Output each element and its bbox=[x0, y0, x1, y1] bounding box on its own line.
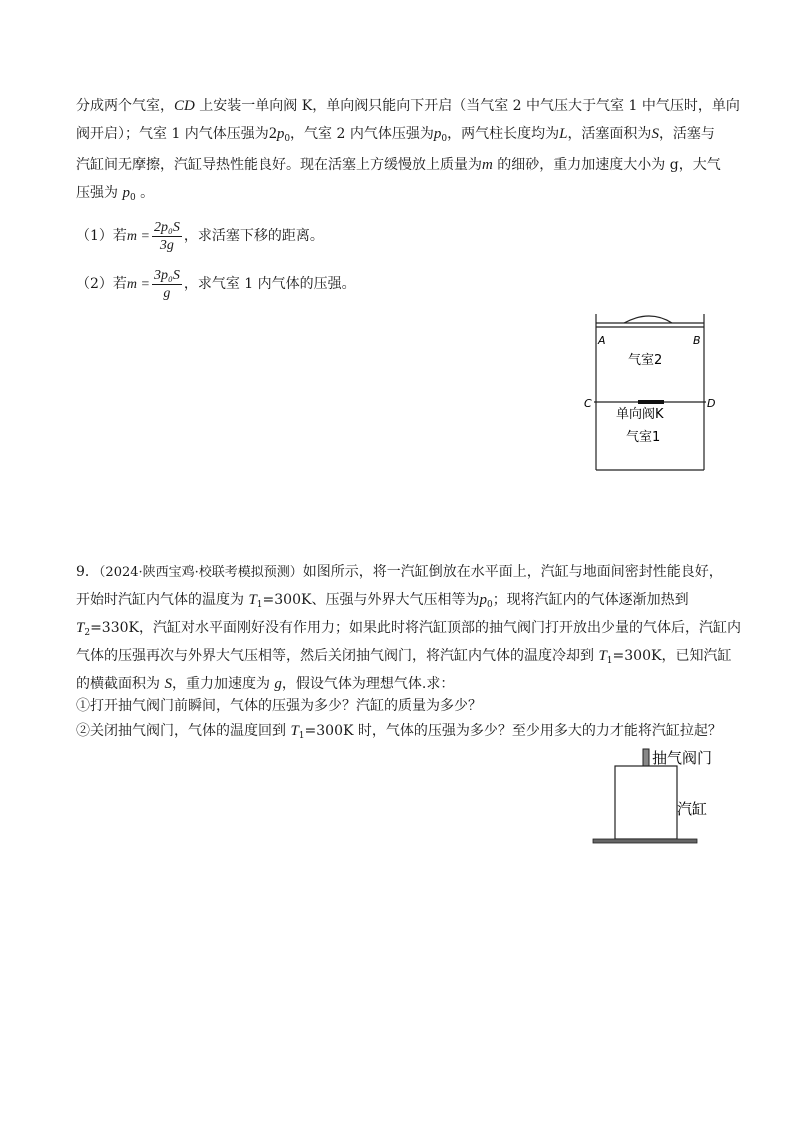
p8-text: ，两气柱长度均为 bbox=[447, 126, 560, 142]
t1-symbol: T bbox=[598, 648, 607, 664]
question-text: ，求气室 1 内气体的压强。 bbox=[183, 276, 356, 292]
sand-heap bbox=[624, 316, 672, 323]
p9-text: =300K，已知汽缸 bbox=[612, 648, 732, 664]
p8-text: 上安装一单向阀 K，单向阀只能向下开启（当气室 2 中气压大于气室 1 中气压时，单向 bbox=[194, 98, 740, 114]
p8-p0-subscript: 0 bbox=[284, 134, 291, 144]
t1-subscript: 1 bbox=[606, 656, 613, 666]
p9-text: ，假设气体为理想气体.求： bbox=[281, 676, 455, 692]
t1-subscript: 1 bbox=[256, 600, 263, 610]
fraction-numerator: 3p₀S bbox=[153, 267, 180, 283]
t2-subscript: 2 bbox=[84, 628, 91, 638]
p8-line-2 bbox=[76, 124, 715, 149]
p8-line-1 bbox=[76, 96, 740, 116]
p8-text: ，活塞与 bbox=[658, 126, 715, 142]
p8-L-symbol: L bbox=[559, 126, 568, 142]
cylinder-body bbox=[615, 766, 677, 839]
p9-text: =330K，汽缸对水平面刚好没有作用力；如果此时将汽缸顶部的抽气阀门打开放出少量的气体后，汽缸内 bbox=[90, 620, 741, 636]
g-symbol: g bbox=[274, 676, 282, 692]
p8-line-4 bbox=[76, 183, 154, 208]
p9-text: 的横截面积为 bbox=[76, 676, 165, 692]
p9-line-2 bbox=[76, 590, 689, 615]
m-equals: m = bbox=[126, 277, 150, 292]
fraction bbox=[152, 219, 182, 254]
p9-line-1 bbox=[76, 562, 723, 583]
question-prefix: （2）若 bbox=[76, 276, 127, 292]
p8-text: ，气室 2 内气体压强为 bbox=[290, 126, 434, 142]
p0-symbol: p bbox=[479, 592, 487, 608]
p9-text: ；现将汽缸内的气体逐渐加热到 bbox=[492, 592, 689, 608]
p8-text: 。 bbox=[135, 185, 155, 201]
p9-text: 开始时汽缸内气体的温度为 bbox=[76, 592, 249, 608]
t2-symbol: T bbox=[76, 620, 85, 636]
p8-text: 的细砂，重力加速度大小为 g，大气 bbox=[492, 157, 721, 173]
t1-symbol: T bbox=[248, 592, 257, 608]
fraction-denominator: 3g bbox=[159, 237, 174, 253]
p8-p0-subscript: 0 bbox=[441, 134, 448, 144]
p9-text: ，重力加速度为 bbox=[171, 676, 275, 692]
p8-coef: 2 bbox=[268, 125, 277, 142]
problem-number: 9． bbox=[76, 564, 99, 580]
fraction-numerator: 2p₀S bbox=[153, 219, 180, 235]
valve-label: 抽气阀门 bbox=[652, 749, 713, 767]
cylinder-label: 汽缸 bbox=[677, 800, 708, 818]
s-symbol: S bbox=[164, 676, 172, 692]
inverted-cylinder-figure bbox=[585, 742, 725, 850]
p8-question-2 bbox=[76, 266, 356, 303]
p8-text: 分成两个气室， bbox=[76, 98, 174, 114]
chamber-2-label: 气室2 bbox=[628, 353, 663, 368]
p8-cd-symbol: CD bbox=[174, 98, 195, 114]
p8-p0-symbol: p bbox=[433, 126, 442, 142]
p0-subscript: 0 bbox=[486, 600, 493, 610]
question-text: =300K 时，气体的压强为多少？至少用多大的力才能将汽缸拉起？ bbox=[304, 723, 722, 739]
p9-question-1 bbox=[76, 696, 482, 716]
valve-label: 单向阀K bbox=[616, 407, 664, 422]
label-a: A bbox=[598, 334, 606, 347]
p8-m-symbol: m bbox=[482, 157, 493, 173]
p8-text: ，活塞面积为 bbox=[567, 126, 652, 142]
question-text: ②关闭抽气阀门，气体的温度回到 bbox=[76, 723, 291, 739]
p9-text: 如图所示，将一汽缸倒放在水平面上，汽缸与地面间密封性能良好， bbox=[302, 564, 723, 580]
exhaust-valve-icon bbox=[643, 749, 649, 766]
p9-line-4 bbox=[76, 646, 731, 671]
p9-line-5 bbox=[76, 674, 454, 694]
p8-text: 汽缸间无摩擦，汽缸导热性能良好。现在活塞上方缓慢放上质量为 bbox=[76, 157, 482, 173]
ground-surface bbox=[593, 839, 697, 843]
p9-text: =300K、压强与外界大气压相等为 bbox=[262, 592, 480, 608]
p9-line-3 bbox=[76, 618, 741, 643]
m-equals: m = bbox=[126, 229, 150, 244]
p9-text: 气体的压强再次与外界大气压相等，然后关闭抽气阀门，将汽缸内气体的温度冷却到 bbox=[76, 648, 599, 664]
label-b: B bbox=[693, 334, 701, 347]
t1-symbol: T bbox=[290, 723, 299, 739]
question-text: ①打开抽气阀门前瞬间，气体的压强为多少？汽缸的质量为多少？ bbox=[76, 698, 482, 714]
problem-source: （2024·陕西宝鸡·校联考模拟预测） bbox=[98, 565, 303, 580]
p8-p0-symbol: p bbox=[122, 185, 130, 201]
p8-p0-subscript: 0 bbox=[129, 193, 136, 203]
question-text: ，求活塞下移的距离。 bbox=[183, 228, 324, 244]
fraction-denominator: g bbox=[163, 285, 171, 301]
p8-p0-symbol: p bbox=[276, 126, 285, 142]
t1-subscript: 1 bbox=[298, 731, 305, 741]
question-prefix: （1）若 bbox=[76, 228, 127, 244]
label-c: C bbox=[584, 397, 592, 410]
fraction bbox=[152, 267, 182, 302]
valve-k-icon bbox=[638, 400, 664, 404]
p8-question-1 bbox=[76, 218, 324, 255]
gas-chamber-figure bbox=[580, 310, 720, 475]
p8-line-3 bbox=[76, 155, 721, 175]
label-d: D bbox=[707, 397, 716, 410]
p8-text: 阀开启）；气室 1 内气体压强为 bbox=[76, 126, 269, 142]
p8-text: 压强为 bbox=[76, 185, 123, 201]
p8-S-symbol: S bbox=[651, 126, 659, 142]
chamber-1-label: 气室1 bbox=[626, 430, 661, 445]
